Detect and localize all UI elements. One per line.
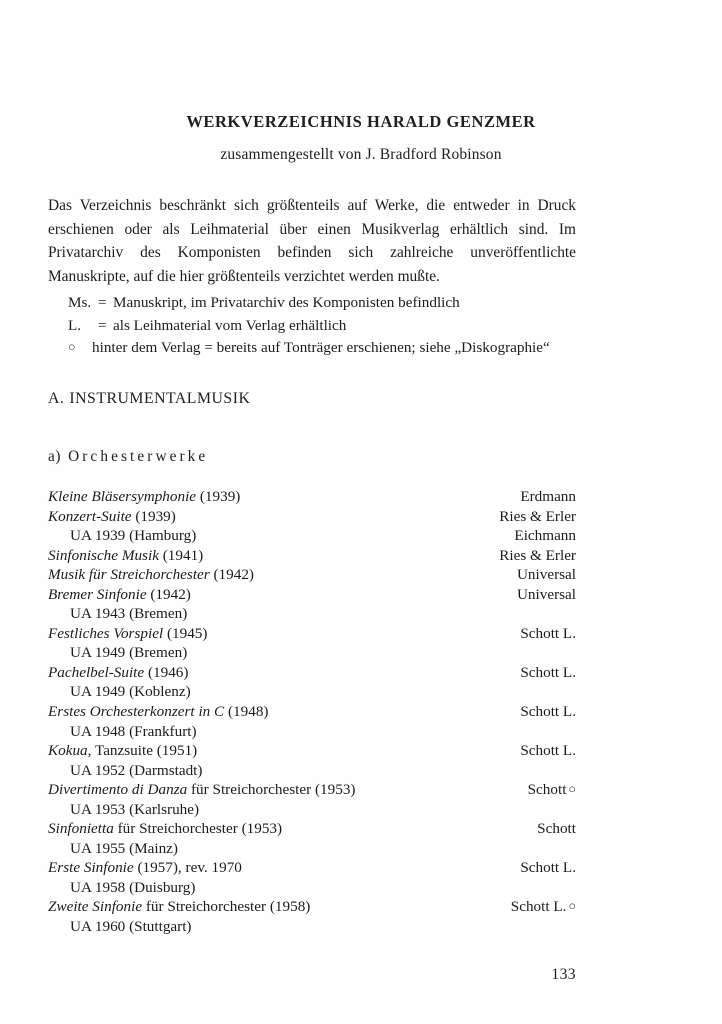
work-entry xyxy=(48,917,576,937)
publisher: Universal xyxy=(516,566,576,584)
legend-text: als Leihmaterial vom Verlag erhältlich xyxy=(113,316,347,334)
work-entry xyxy=(48,585,576,605)
work-title-roman: (1941) xyxy=(158,546,204,564)
work-title xyxy=(48,565,254,585)
work-title-roman: für Streichorchester (1953) xyxy=(113,820,283,838)
premiere-line xyxy=(70,722,197,742)
work-title xyxy=(48,741,197,761)
work-title-roman: , Tanzsuite (1951) xyxy=(87,742,198,760)
publisher: Universal xyxy=(516,585,576,603)
work-title-roman: (1939) xyxy=(196,488,241,505)
legend-equals: = xyxy=(98,294,107,311)
work-title xyxy=(48,819,282,839)
publisher: Ries & Erler xyxy=(499,546,576,564)
work-title-roman: (1946) xyxy=(144,663,189,681)
work-entry xyxy=(48,702,576,722)
section-heading-instrumentalmusik xyxy=(48,390,250,408)
work-entry xyxy=(48,487,576,507)
legend-row xyxy=(68,337,550,360)
work-title-italic: Erste Sinfonie xyxy=(48,859,134,877)
work-title-roman: (1945) xyxy=(163,624,208,642)
legend-row xyxy=(68,315,550,338)
subsection-title: Orchesterwerke xyxy=(68,448,209,465)
premiere-line xyxy=(70,839,178,859)
work-title-roman: (1957), rev. 1970 xyxy=(133,859,242,877)
work-title-italic: Festliches Vorspiel xyxy=(48,624,164,642)
work-title xyxy=(48,858,242,878)
work-title-italic: Sinfonische Musik xyxy=(48,546,159,564)
work-title-roman: (1939) xyxy=(131,507,176,525)
publisher: Schott ○ xyxy=(527,781,576,799)
work-entry xyxy=(48,643,576,663)
work-title-italic: Kokua xyxy=(48,742,88,760)
work-title-italic: Zweite Sinfonie xyxy=(48,898,143,916)
premiere-line xyxy=(70,526,196,546)
publisher: Eichmann xyxy=(514,527,576,545)
work-entry xyxy=(48,624,576,644)
work-title-roman: für Streichorchester (1958) xyxy=(142,898,311,916)
work-title xyxy=(48,897,310,917)
work-entry xyxy=(48,663,576,683)
circle-icon: ○ xyxy=(68,340,76,355)
work-entry xyxy=(48,722,576,742)
work-title-roman: (1942) xyxy=(146,585,191,603)
work-title-roman: (1948) xyxy=(224,703,269,721)
work-title xyxy=(48,780,355,800)
premiere-line xyxy=(70,800,199,820)
section-letter: A. xyxy=(48,390,65,407)
work-entry xyxy=(48,819,576,839)
work-title xyxy=(48,507,176,527)
work-entry xyxy=(48,800,576,820)
work-entry xyxy=(48,839,576,859)
introduction-paragraph xyxy=(48,194,576,288)
premiere-text: UA 1955 (Mainz) xyxy=(70,839,178,857)
premiere-text: UA 1952 (Darmstadt) xyxy=(70,761,203,779)
abbreviation-legend xyxy=(68,292,550,360)
premiere-text: UA 1948 (Frankfurt) xyxy=(70,722,197,740)
publisher: Schott L. xyxy=(520,624,576,642)
premiere-line xyxy=(70,917,192,937)
work-entry xyxy=(48,604,576,624)
page-number: 133 xyxy=(551,966,576,983)
work-title-italic: Konzert-Suite xyxy=(48,507,132,525)
work-title-italic: Pachelbel-Suite xyxy=(48,663,145,681)
legend-key: Ms. xyxy=(68,294,92,311)
work-entry xyxy=(48,546,576,566)
legend-text: Manuskript, im Privatarchiv des Komponisten befindlich xyxy=(113,294,460,311)
work-title xyxy=(48,585,191,605)
work-entry xyxy=(48,682,576,702)
work-entry xyxy=(48,897,576,917)
publisher: Schott xyxy=(537,820,576,838)
premiere-text: UA 1958 (Duisburg) xyxy=(70,878,196,896)
page-title: WERKVERZEICHNIS HARALD GENZMER xyxy=(186,112,536,132)
publisher: Schott L. xyxy=(520,703,576,721)
premiere-line xyxy=(70,643,187,663)
premiere-text: UA 1949 (Bremen) xyxy=(70,644,188,662)
recording-circle-icon: ○ xyxy=(568,899,576,914)
publisher: Erdmann xyxy=(520,488,576,505)
work-title xyxy=(48,624,207,644)
legend-key: L. xyxy=(68,316,82,334)
subsection-letter: a) xyxy=(48,448,62,465)
work-title-roman: für Streichorchester (1953) xyxy=(187,781,356,799)
work-title-italic: Kleine Bläsersymphonie xyxy=(48,488,197,505)
publisher: Schott L. xyxy=(520,742,576,760)
work-entry xyxy=(48,741,576,761)
work-title-italic: Sinfonietta xyxy=(48,820,114,838)
premiere-text: UA 1953 (Karlsruhe) xyxy=(70,800,200,818)
work-entry xyxy=(48,858,576,878)
premiere-line xyxy=(70,682,191,702)
work-title xyxy=(48,663,188,683)
premiere-text: UA 1960 (Stuttgart) xyxy=(70,918,192,936)
work-title xyxy=(48,487,240,507)
work-entry xyxy=(48,526,576,546)
legend-row xyxy=(68,292,550,315)
legend-text: hinter dem Verlag = bereits auf Tonträger erschienen; siehe „Diskographie“ xyxy=(92,339,550,357)
premiere-text: UA 1949 (Koblenz) xyxy=(70,683,191,701)
premiere-line xyxy=(70,761,202,781)
recording-circle-icon: ○ xyxy=(568,782,576,797)
work-entry xyxy=(48,507,576,527)
section-title: INSTRUMENTALMUSIK xyxy=(69,390,251,407)
work-list xyxy=(48,487,576,937)
work-title xyxy=(48,546,203,566)
work-title xyxy=(48,702,268,722)
premiere-text: UA 1939 (Hamburg) xyxy=(70,527,197,545)
premiere-text: UA 1943 (Bremen) xyxy=(70,605,188,623)
subsection-heading-orchesterwerke xyxy=(48,448,208,466)
work-entry xyxy=(48,878,576,898)
publisher: Ries & Erler xyxy=(499,507,576,525)
work-title-italic: Erstes Orchesterkonzert in C xyxy=(48,703,225,721)
premiere-line xyxy=(70,604,187,624)
work-entry xyxy=(48,565,576,585)
work-title-italic: Musik für Streichorchester xyxy=(48,566,210,584)
publisher: Schott L. xyxy=(520,663,576,681)
work-title-italic: Divertimento di Danza xyxy=(48,781,188,799)
work-title-roman: (1942) xyxy=(209,566,254,584)
page-subtitle: zusammengestellt von J. Bradford Robinson xyxy=(220,146,502,163)
intro-text: Das Verzeichnis beschränkt sich größtenteils auf Werke, die entweder in Druck erschienen oder als Leihmaterial über einen Musikverlag erhältlich sind. Im Privatarchiv des Komponisten befinden sich zahlreiche unveröffentlichte Manuskripte, auf die hier größtenteils verzichtet werden mußte. xyxy=(48,197,576,285)
legend-equals: = xyxy=(98,316,107,334)
publisher: Schott L. xyxy=(520,859,576,877)
publisher: Schott L. ○ xyxy=(510,898,576,916)
work-title-italic: Bremer Sinfonie xyxy=(48,585,147,603)
premiere-line xyxy=(70,878,195,898)
work-entry xyxy=(48,780,576,800)
work-entry xyxy=(48,761,576,781)
